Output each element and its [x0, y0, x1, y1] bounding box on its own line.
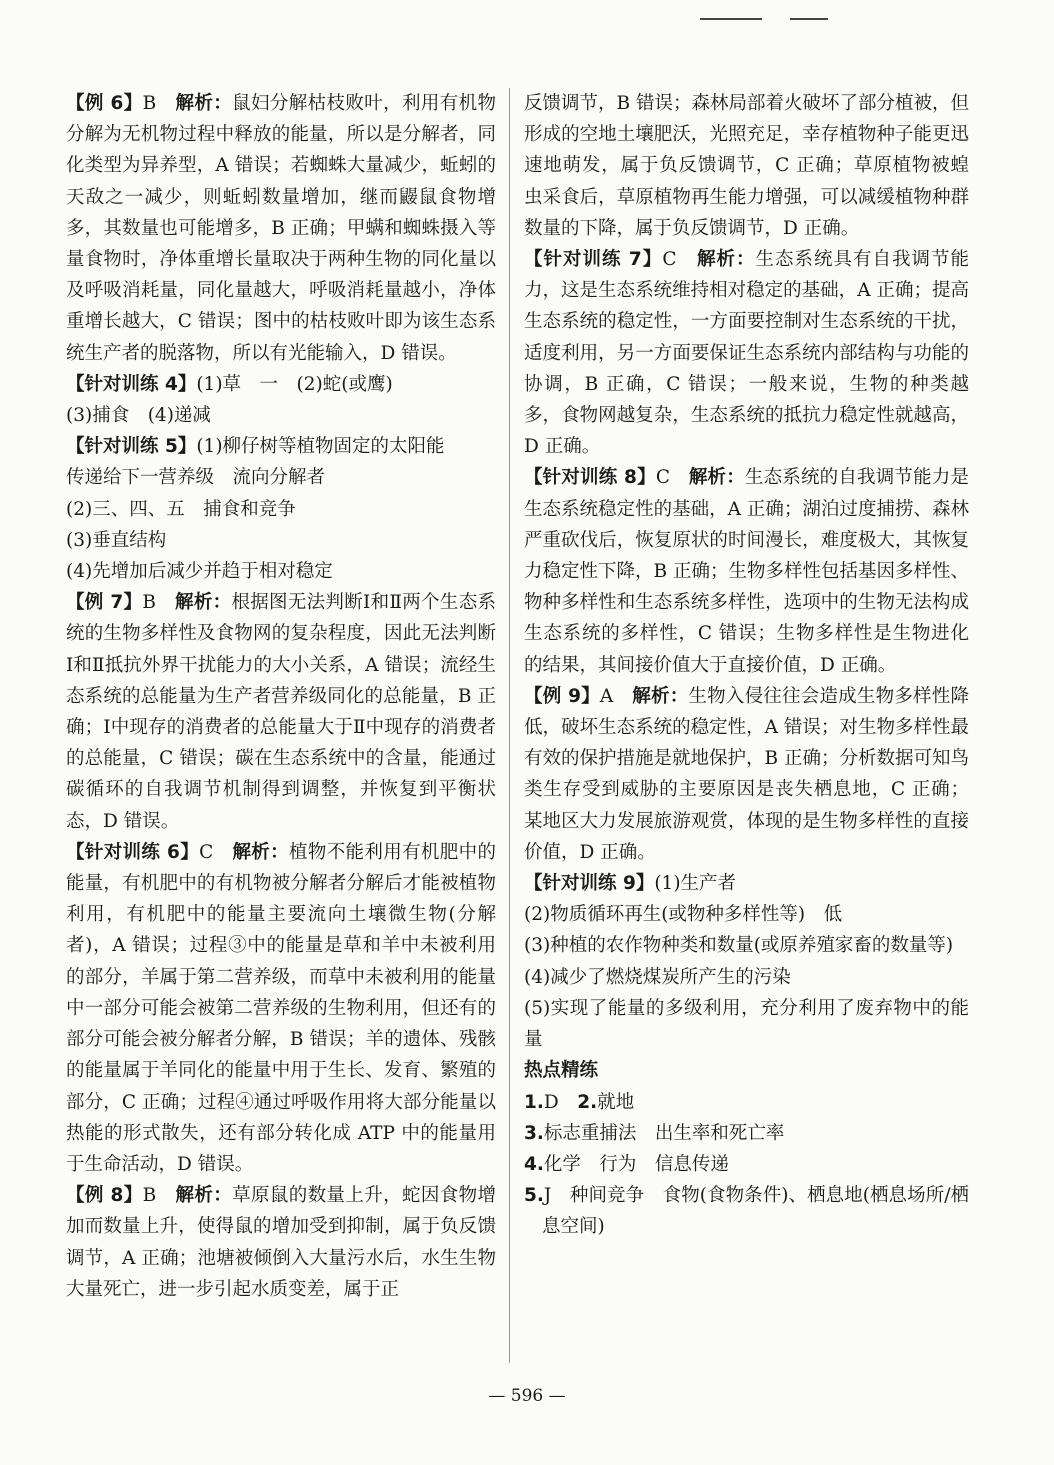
hot-q5: 5.J 种间竞争 食物(食物条件)、栖息地(栖息场所/栖息空间): [524, 1185, 969, 1238]
training-7: 【针对训练 7】C 解析：生态系统具有自我调节能力，这是生态系统维持相对稳定的基础，A 正确；提高生态系统的稳定性，一方面要控制对生态系统的干扰，适度利用，另一方面要保证生态系统内部结构与功能的协调，B 正确，C 错误；一般来说，生物的种类越多，食物网越复杂，生态系统的抵抗力稳定性就越高，D 正确。: [524, 249, 969, 458]
training-4-line2: (3)捕食 (4)递减: [66, 405, 211, 427]
training-9-line3: (3)种植的农作物种类和数量(或原养殖家畜的数量等): [524, 935, 954, 957]
training-8: 【针对训练 8】C 解析：生态系统的自我调节能力是生态系统稳定性的基础，A 正确；湖泊过度捕捞、森林严重砍伐后，恢复原状的时间漫长，难度极大，其恢复力稳定性下降，B 正确；生物多样性包括基因多样性、物种多样性和生态系统多样性，选项中的生物无法构成生态系统的多样性，C 错误；生物多样性是生物进化的结果，其间接价值大于直接价值，D 正确。: [524, 467, 969, 676]
example-9: 【例 9】A 解析：生物入侵往往会造成生物多样性降低，破坏生态系统的稳定性，A 错误；对生物多样性最有效的保护措施是就地保护，B 正确；分析数据可知鸟类生存受到威胁的主要原因是丧失栖息地，C 正确；某地区大力发展旅游观赏，体现的是生物多样性的直接价值，D 正确。: [524, 685, 969, 863]
hot-q1-q2: 1.D 2.就地: [524, 1091, 635, 1113]
example-8: 【例 8】B 解析：草原鼠的数量上升，蛇因食物增加而数量上升，使得鼠的增加受到抑制，属于负反馈调节，A 正确；池塘被倾倒入大量污水后，水生生物大量死亡，进一步引起水质变差，属于正: [66, 1185, 496, 1300]
training-9-line5: (5)实现了能量的多级利用，充分利用了废弃物中的能量: [524, 997, 969, 1051]
training-9: 【针对训练 9】(1)生产者: [524, 873, 737, 895]
top-rule-2: [790, 18, 828, 20]
training-5: 【针对训练 5】(1)柳仔树等植物固定的太阳能: [66, 436, 445, 458]
page-number: — 596 —: [488, 1386, 566, 1406]
hot-q4: 4.化学 行为 信息传递: [524, 1153, 729, 1175]
training-6: 【针对训练 6】C 解析：植物不能利用有机肥中的能量，有机肥中的有机物被分解者分解后才能被植物利用，有机肥中的能量主要流向土壤微生物(分解者)，A 错误；过程③中的能量是草和羊中未被利用的部分，羊属于第二营养级，而草中未被利用的能量中一部分可能会被第二营养级的生物利用，但还有的部分可能会被分解者分解，B 错误；羊的遗体、残骸的能量属于羊同化的能量中用于生长、发育、繁殖的部分，C 正确；过程④通过呼吸作用将大部分能量以热能的形式散失，还有部分转化成 ATP 中的能量用于生命活动，D 错误。: [66, 841, 496, 1175]
column-divider: [509, 88, 510, 1363]
left-column: [66, 88, 496, 1305]
right-column: [524, 88, 969, 1243]
top-rule-1: [700, 18, 762, 20]
hot-practice-title: 热点精练: [524, 1060, 599, 1082]
example-7: 【例 7】B 解析：根据图无法判断Ⅰ和Ⅱ两个生态系统的生物多样性及食物网的复杂程度，因此无法判断Ⅰ和Ⅱ抵抗外界干扰能力的大小关系，A 错误；流经生态系统的总能量为生产者营养级同化的总能量，B 正确；Ⅰ中现存的消费者的总能量大于Ⅱ中现存的消费者的总能量，C 错误；碳在生态系统中的含量，能通过碳循环的自我调节机制得到调整，并恢复到平衡状态，D 错误。: [66, 592, 496, 832]
example-6: 【例 6】B 解析：鼠妇分解枯枝败叶，利用有机物分解为无机物过程中释放的能量，所以是分解者，同化类型为异养型，A 错误；若蜘蛛大量减少，蚯蚓的天敌之一减少，则蚯蚓数量增加，继而鼹鼠食物增多，其数量也可能增多，B 正确；甲螨和蜘蛛摄入等量食物时，净体重增长量取决于两种生物的同化量以及呼吸消耗量，同化量越大，呼吸消耗量越小，净体重增长越大，C 错误；图中的枯枝败叶即为该生态系统生产者的脱落物，所以有光能输入，D 错误。: [66, 93, 496, 364]
training-5-line3: (2)三、四、五 捕食和竞争: [66, 498, 296, 520]
training-9-line2: (2)物质循环再生(或物种多样性等) 低: [524, 904, 843, 926]
training-4: 【针对训练 4】(1)草 一 (2)蛇(或鹰): [66, 373, 393, 395]
training-5-line4: (3)垂直结构: [66, 529, 167, 551]
training-5-line2: 传递给下一营养级 流向分解者: [66, 467, 326, 489]
hot-q3: 3.标志重捕法 出生率和死亡率: [524, 1122, 785, 1144]
training-9-line4: (4)减少了燃烧煤炭所产生的污染: [524, 966, 791, 988]
example-8-continued: 反馈调节，B 错误；森林局部着火破坏了部分植被，但形成的空地土壤肥沃，光照充足，幸存植物种子能更迅速地萌发，属于负反馈调节，C 正确；草原植物被蝗虫采食后，草原植物再生能力增强，可以减缓植物种群数量的下降，属于负反馈调节，D 正确。: [524, 93, 969, 239]
training-5-line5: (4)先增加后减少并趋于相对稳定: [66, 561, 333, 583]
